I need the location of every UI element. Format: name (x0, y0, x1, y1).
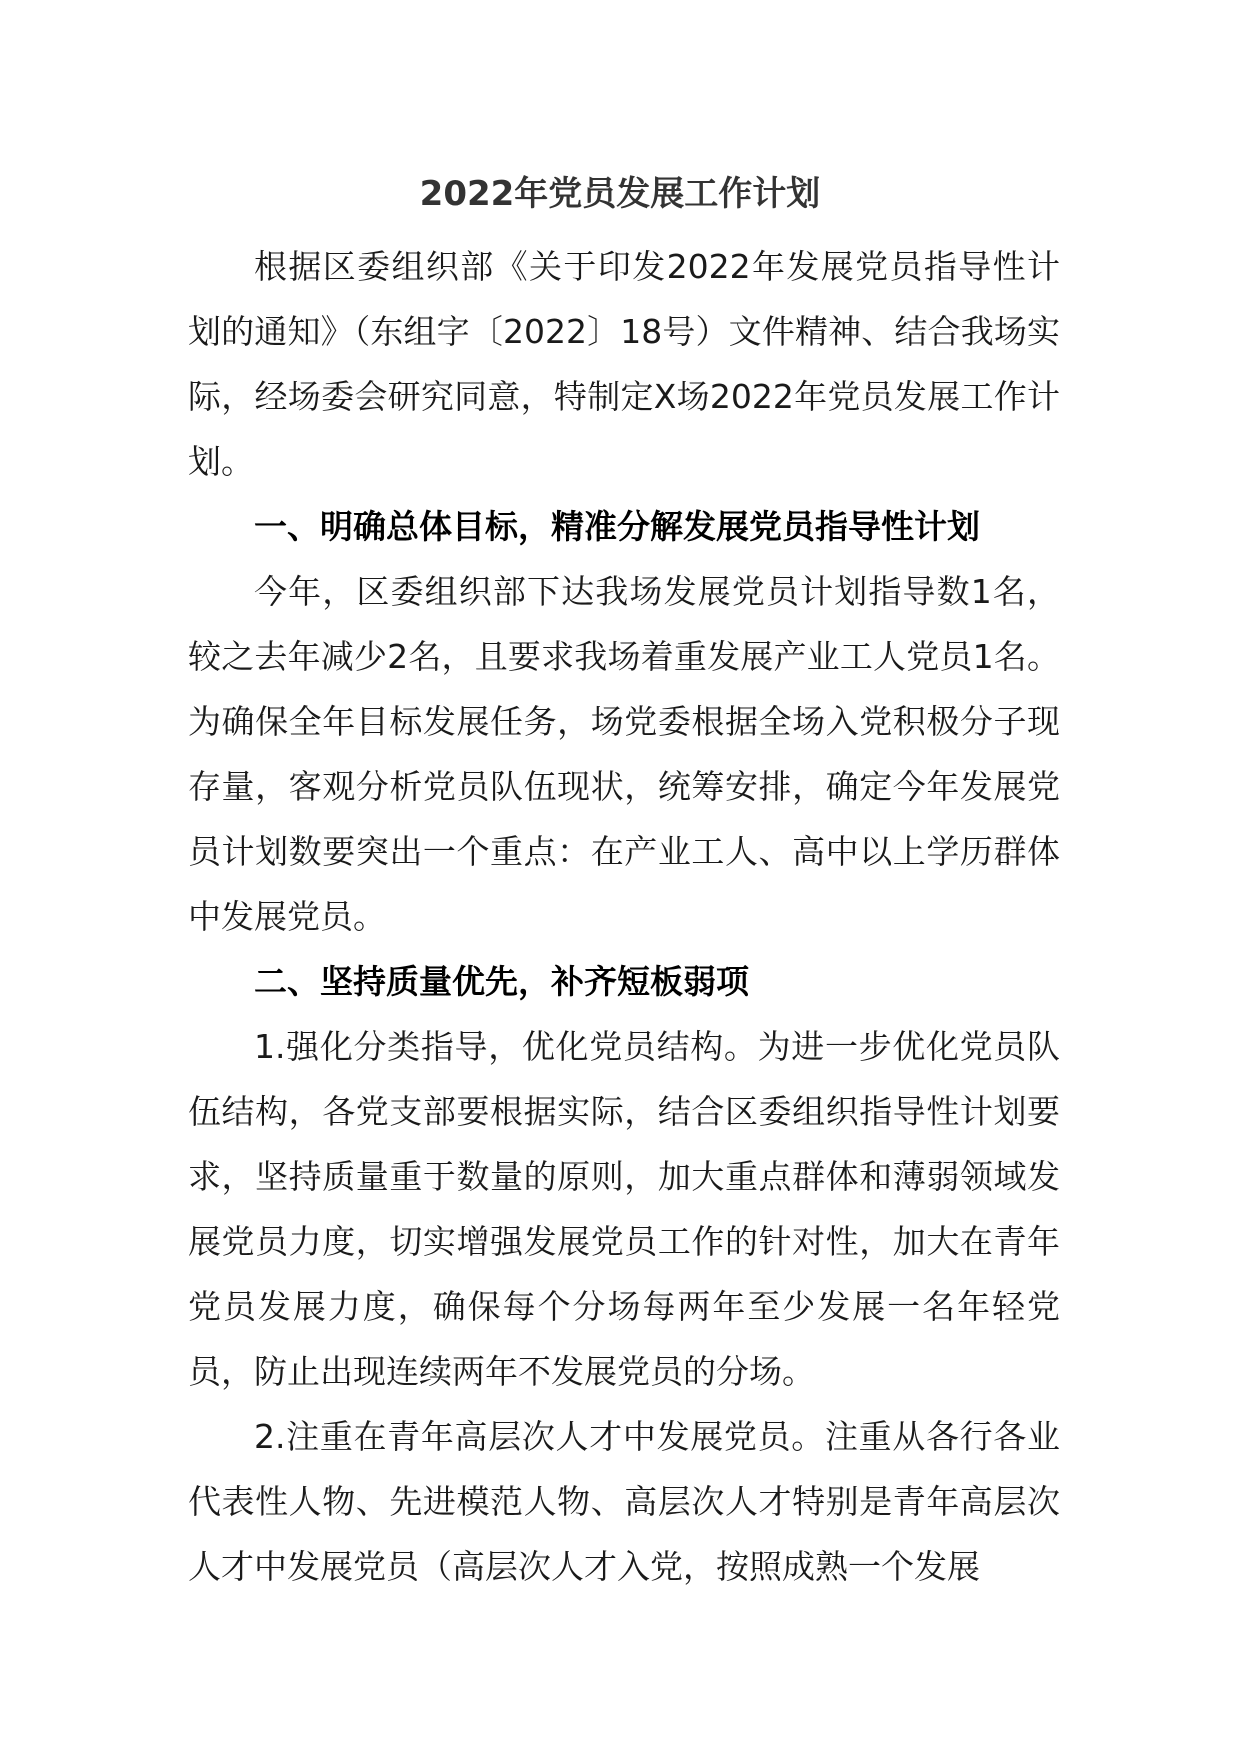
document-title: 2022年党员发展工作计划 (419, 174, 821, 214)
section-heading-2: 二、坚持质量优先，补齐短板弱项 (254, 962, 749, 1001)
section-heading-1: 一、明确总体目标，精准分解发展党员指导性计划 (254, 507, 980, 546)
intro-paragraph: 根据区委组织部《关于印发2022年发展党员指导性计划的通知》（东组字〔2022〕18号）文件精神、结合我场实际，经场委会研究同意，特制定X场2022年党员发展工作计划。 (188, 247, 1060, 481)
section-1-paragraph: 今年，区委组织部下达我场发展党员计划指导数1名，较之去年减少2名，且要求我场着重发展产业工人党员1名。为确保全年目标发展任务，场党委根据全场入党积极分子现存量，客观分析党员队伍现状，统筹安排，确定今年发展党员计划数要突出一个重点：在产业工人、高中以上学历群体中发展党员。 (188, 572, 1060, 936)
section-2-item-1-paragraph: 1.强化分类指导，优化党员结构。为进一步优化党员队伍结构，各党支部要根据实际，结合区委组织指导性计划要求，坚持质量重于数量的原则，加大重点群体和薄弱领域发展党员力度，切实增强发展党员工作的针对性，加大在青年党员发展力度，确保每个分场每两年至少发展一名年轻党员，防止出现连续两年不发展党员的分场。 (188, 1027, 1060, 1391)
document-body (188, 234, 1060, 1599)
section-2-item-2-paragraph: 2.注重在青年高层次人才中发展党员。注重从各行各业代表性人物、先进模范人物、高层次人才特别是青年高层次人才中发展党员（高层次人才入党，按照成熟一个发展 (188, 1417, 1060, 1586)
